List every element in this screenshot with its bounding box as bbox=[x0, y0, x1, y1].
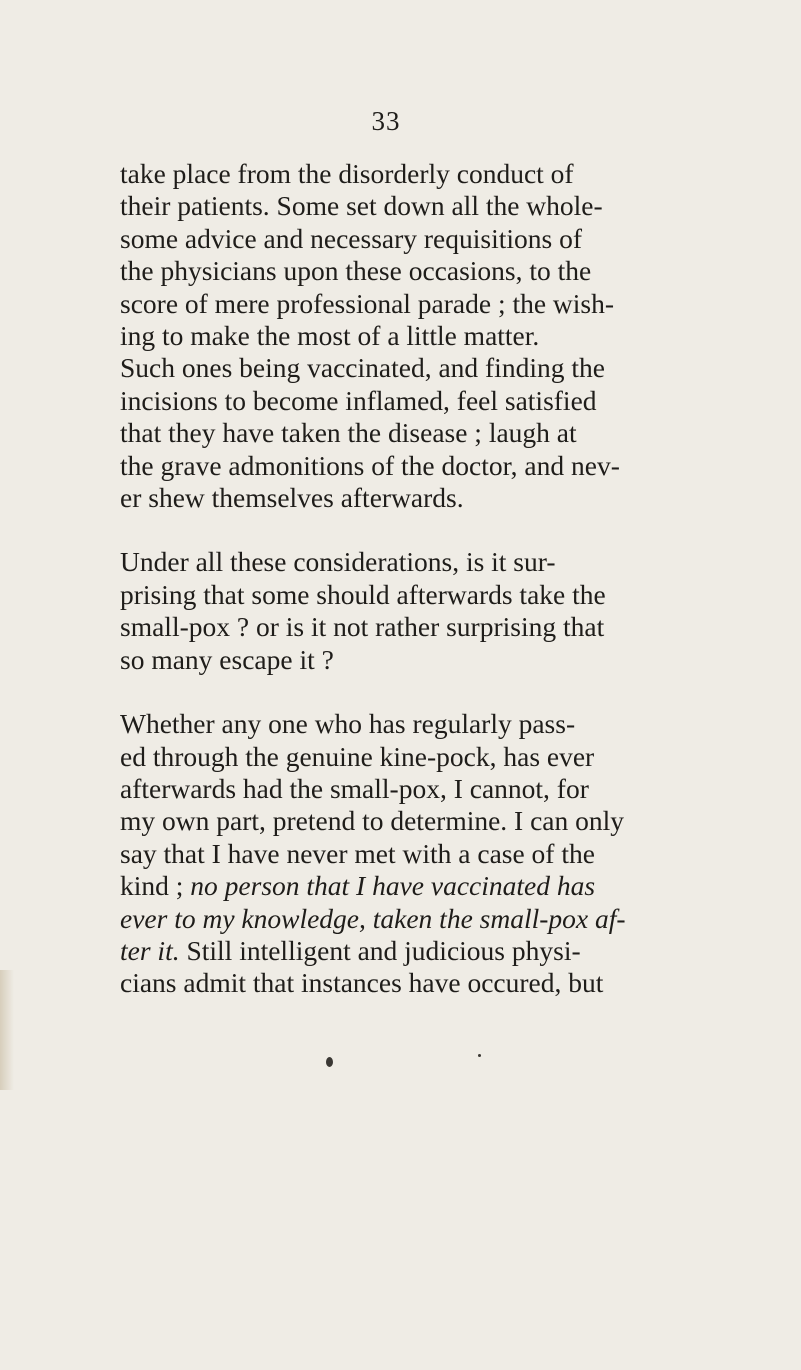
paragraph-2 bbox=[120, 546, 750, 676]
ink-speck bbox=[326, 1057, 333, 1067]
text-line: my own part, pretend to determine. I can only bbox=[120, 805, 625, 837]
italic-run: ever to my knowledge, taken the small-pox af- bbox=[120, 902, 626, 934]
text-line: score of mere professional parade ; the wish- bbox=[120, 287, 615, 319]
text-line: Such ones being vaccinated, and finding the bbox=[120, 352, 605, 384]
page-edge-stain bbox=[0, 970, 14, 1090]
text-line: that they have taken the disease ; laugh at bbox=[120, 417, 577, 449]
text-line: prising that some should afterwards take the bbox=[120, 578, 606, 610]
paragraph-1 bbox=[120, 158, 750, 514]
text-line: afterwards had the small-pox, I cannot, for bbox=[120, 772, 589, 804]
text-line: the grave admonitions of the doctor, and nev- bbox=[120, 449, 620, 481]
text-line: er shew themselves afterwards. bbox=[120, 482, 464, 514]
plain-run: kind ; bbox=[120, 870, 191, 902]
text-line: cians admit that instances have occured, but bbox=[120, 967, 604, 999]
text-line: Whether any one who has regularly pass- bbox=[120, 708, 576, 740]
text-line: say that I have never met with a case of the bbox=[120, 837, 595, 869]
text-line: take place from the disorderly conduct of bbox=[120, 158, 574, 189]
text-line: so many escape it ? bbox=[120, 643, 334, 675]
text-line: small-pox ? or is it not rather surprising that bbox=[120, 611, 605, 643]
body-text bbox=[120, 158, 750, 1000]
ink-speck bbox=[478, 1054, 481, 1057]
plain-run: Still intelligent and judicious physi- bbox=[179, 934, 581, 966]
text-line: their patients. Some set down all the whole- bbox=[120, 190, 603, 222]
paragraph-gap bbox=[120, 676, 750, 708]
text-line-mixed bbox=[120, 935, 750, 967]
paragraph-3 bbox=[120, 708, 750, 1000]
page-number: 33 bbox=[371, 106, 401, 136]
text-line: incisions to become inflamed, feel satisfied bbox=[120, 384, 597, 416]
text-line: the physicians upon these occasions, to the bbox=[120, 255, 592, 287]
paragraph-gap bbox=[120, 514, 750, 546]
text-line-italic bbox=[120, 903, 750, 935]
text-line-mixed bbox=[120, 870, 750, 902]
text-line: some advice and necessary requisitions of bbox=[120, 222, 583, 254]
text-line: Under all these considerations, is it sur- bbox=[120, 546, 556, 578]
italic-run: no person that I have vaccinated has bbox=[190, 870, 596, 902]
italic-run: ter it. bbox=[120, 934, 180, 966]
text-line: ing to make the most of a little matter. bbox=[120, 320, 540, 352]
text-line: ed through the genuine kine-pock, has ever bbox=[120, 740, 595, 772]
